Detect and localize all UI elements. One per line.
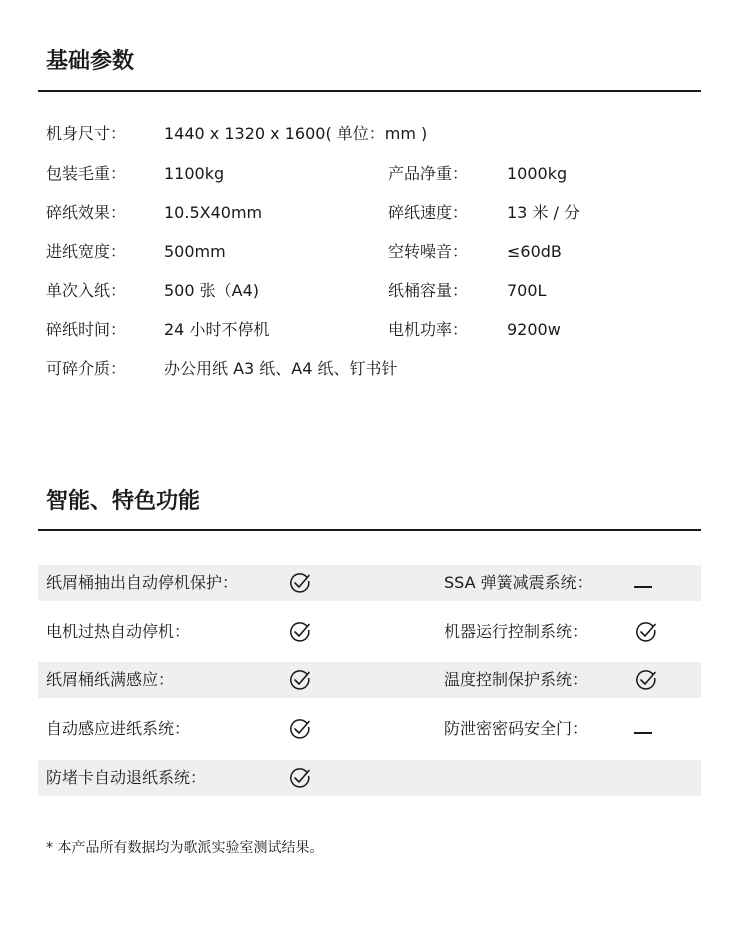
spec-value: 9200w: [507, 320, 561, 339]
check-icon: [288, 717, 312, 741]
spec-row: [46, 122, 696, 146]
feature-row: [38, 565, 701, 601]
feature-check-mark: [634, 614, 658, 657]
feature-row: [38, 711, 701, 747]
spec-value: 10.5X40mm: [164, 203, 263, 222]
feature-label: 自动感应进纸系统：: [46, 719, 191, 738]
dash-icon: [634, 586, 652, 588]
spec-value: 500 张（A4): [164, 281, 259, 300]
spec-label: 碎纸效果：: [46, 203, 127, 222]
feature-unavailable-mark: [634, 565, 652, 601]
check-icon: [288, 668, 312, 692]
spec-value: 1100kg: [164, 164, 225, 183]
spec-label: 可碎介质：: [46, 359, 127, 378]
features-title: 智能、特色功能: [46, 489, 201, 514]
spec-row: [46, 162, 696, 186]
spec-label: 电机功率：: [388, 320, 469, 339]
basic-params-title: 基础参数: [46, 49, 135, 74]
feature-check-mark: [288, 614, 312, 657]
feature-label: 纸屑桶纸满感应：: [46, 670, 175, 689]
spec-value: 1440 x 1320 x 1600( 单位：mm ): [164, 124, 428, 143]
spec-label: 纸桶容量：: [388, 281, 469, 300]
feature-check-mark: [288, 760, 312, 803]
check-icon: [634, 668, 658, 692]
spec-value: 1000kg: [507, 164, 568, 183]
basic-params-divider: [38, 90, 701, 92]
feature-label: SSA 弹簧减震系统：: [444, 573, 593, 592]
spec-row: [46, 318, 696, 342]
spec-label: 单次入纸：: [46, 281, 127, 300]
feature-label: 电机过热自动停机：: [46, 622, 191, 641]
spec-row: [46, 357, 696, 381]
feature-label: 纸屑桶抽出自动停机保护：: [46, 573, 239, 592]
spec-value: 700L: [507, 281, 547, 300]
spec-value: 500mm: [164, 242, 226, 261]
feature-check-mark: [288, 565, 312, 608]
check-icon: [288, 571, 312, 595]
check-icon: [288, 620, 312, 644]
feature-row: [38, 614, 701, 650]
spec-label: 碎纸时间：: [46, 320, 127, 339]
spec-label: 包装毛重：: [46, 164, 127, 183]
spec-row: [46, 240, 696, 264]
spec-value: 13 米 / 分: [507, 203, 581, 222]
check-icon: [288, 766, 312, 790]
feature-label: 温度控制保护系统：: [444, 670, 589, 689]
spec-row: [46, 201, 696, 225]
spec-value: ≤60dB: [507, 242, 562, 261]
spec-label: 空转噪音：: [388, 242, 469, 261]
feature-label: 防堵卡自动退纸系统：: [46, 768, 207, 787]
spec-row: [46, 279, 696, 303]
feature-check-mark: [288, 711, 312, 754]
spec-label: 机身尺寸：: [46, 124, 127, 143]
check-icon: [634, 620, 658, 644]
feature-check-mark: [634, 662, 658, 705]
feature-unavailable-mark: [634, 711, 652, 747]
feature-label: 防泄密密码安全门：: [444, 719, 589, 738]
spec-label: 进纸宽度：: [46, 242, 127, 261]
feature-label: 机器运行控制系统：: [444, 622, 589, 641]
dash-icon: [634, 732, 652, 734]
footnote: * 本产品所有数据均为歌派实验室测试结果。: [46, 840, 324, 856]
feature-row: [38, 760, 701, 796]
feature-check-mark: [288, 662, 312, 705]
features-divider: [38, 529, 701, 531]
feature-row: [38, 662, 701, 698]
spec-label: 碎纸速度：: [388, 203, 469, 222]
spec-label: 产品净重：: [388, 164, 469, 183]
spec-value: 办公用纸 A3 纸、A4 纸、钉书针: [164, 359, 398, 378]
spec-value: 24 小时不停机: [164, 320, 270, 339]
